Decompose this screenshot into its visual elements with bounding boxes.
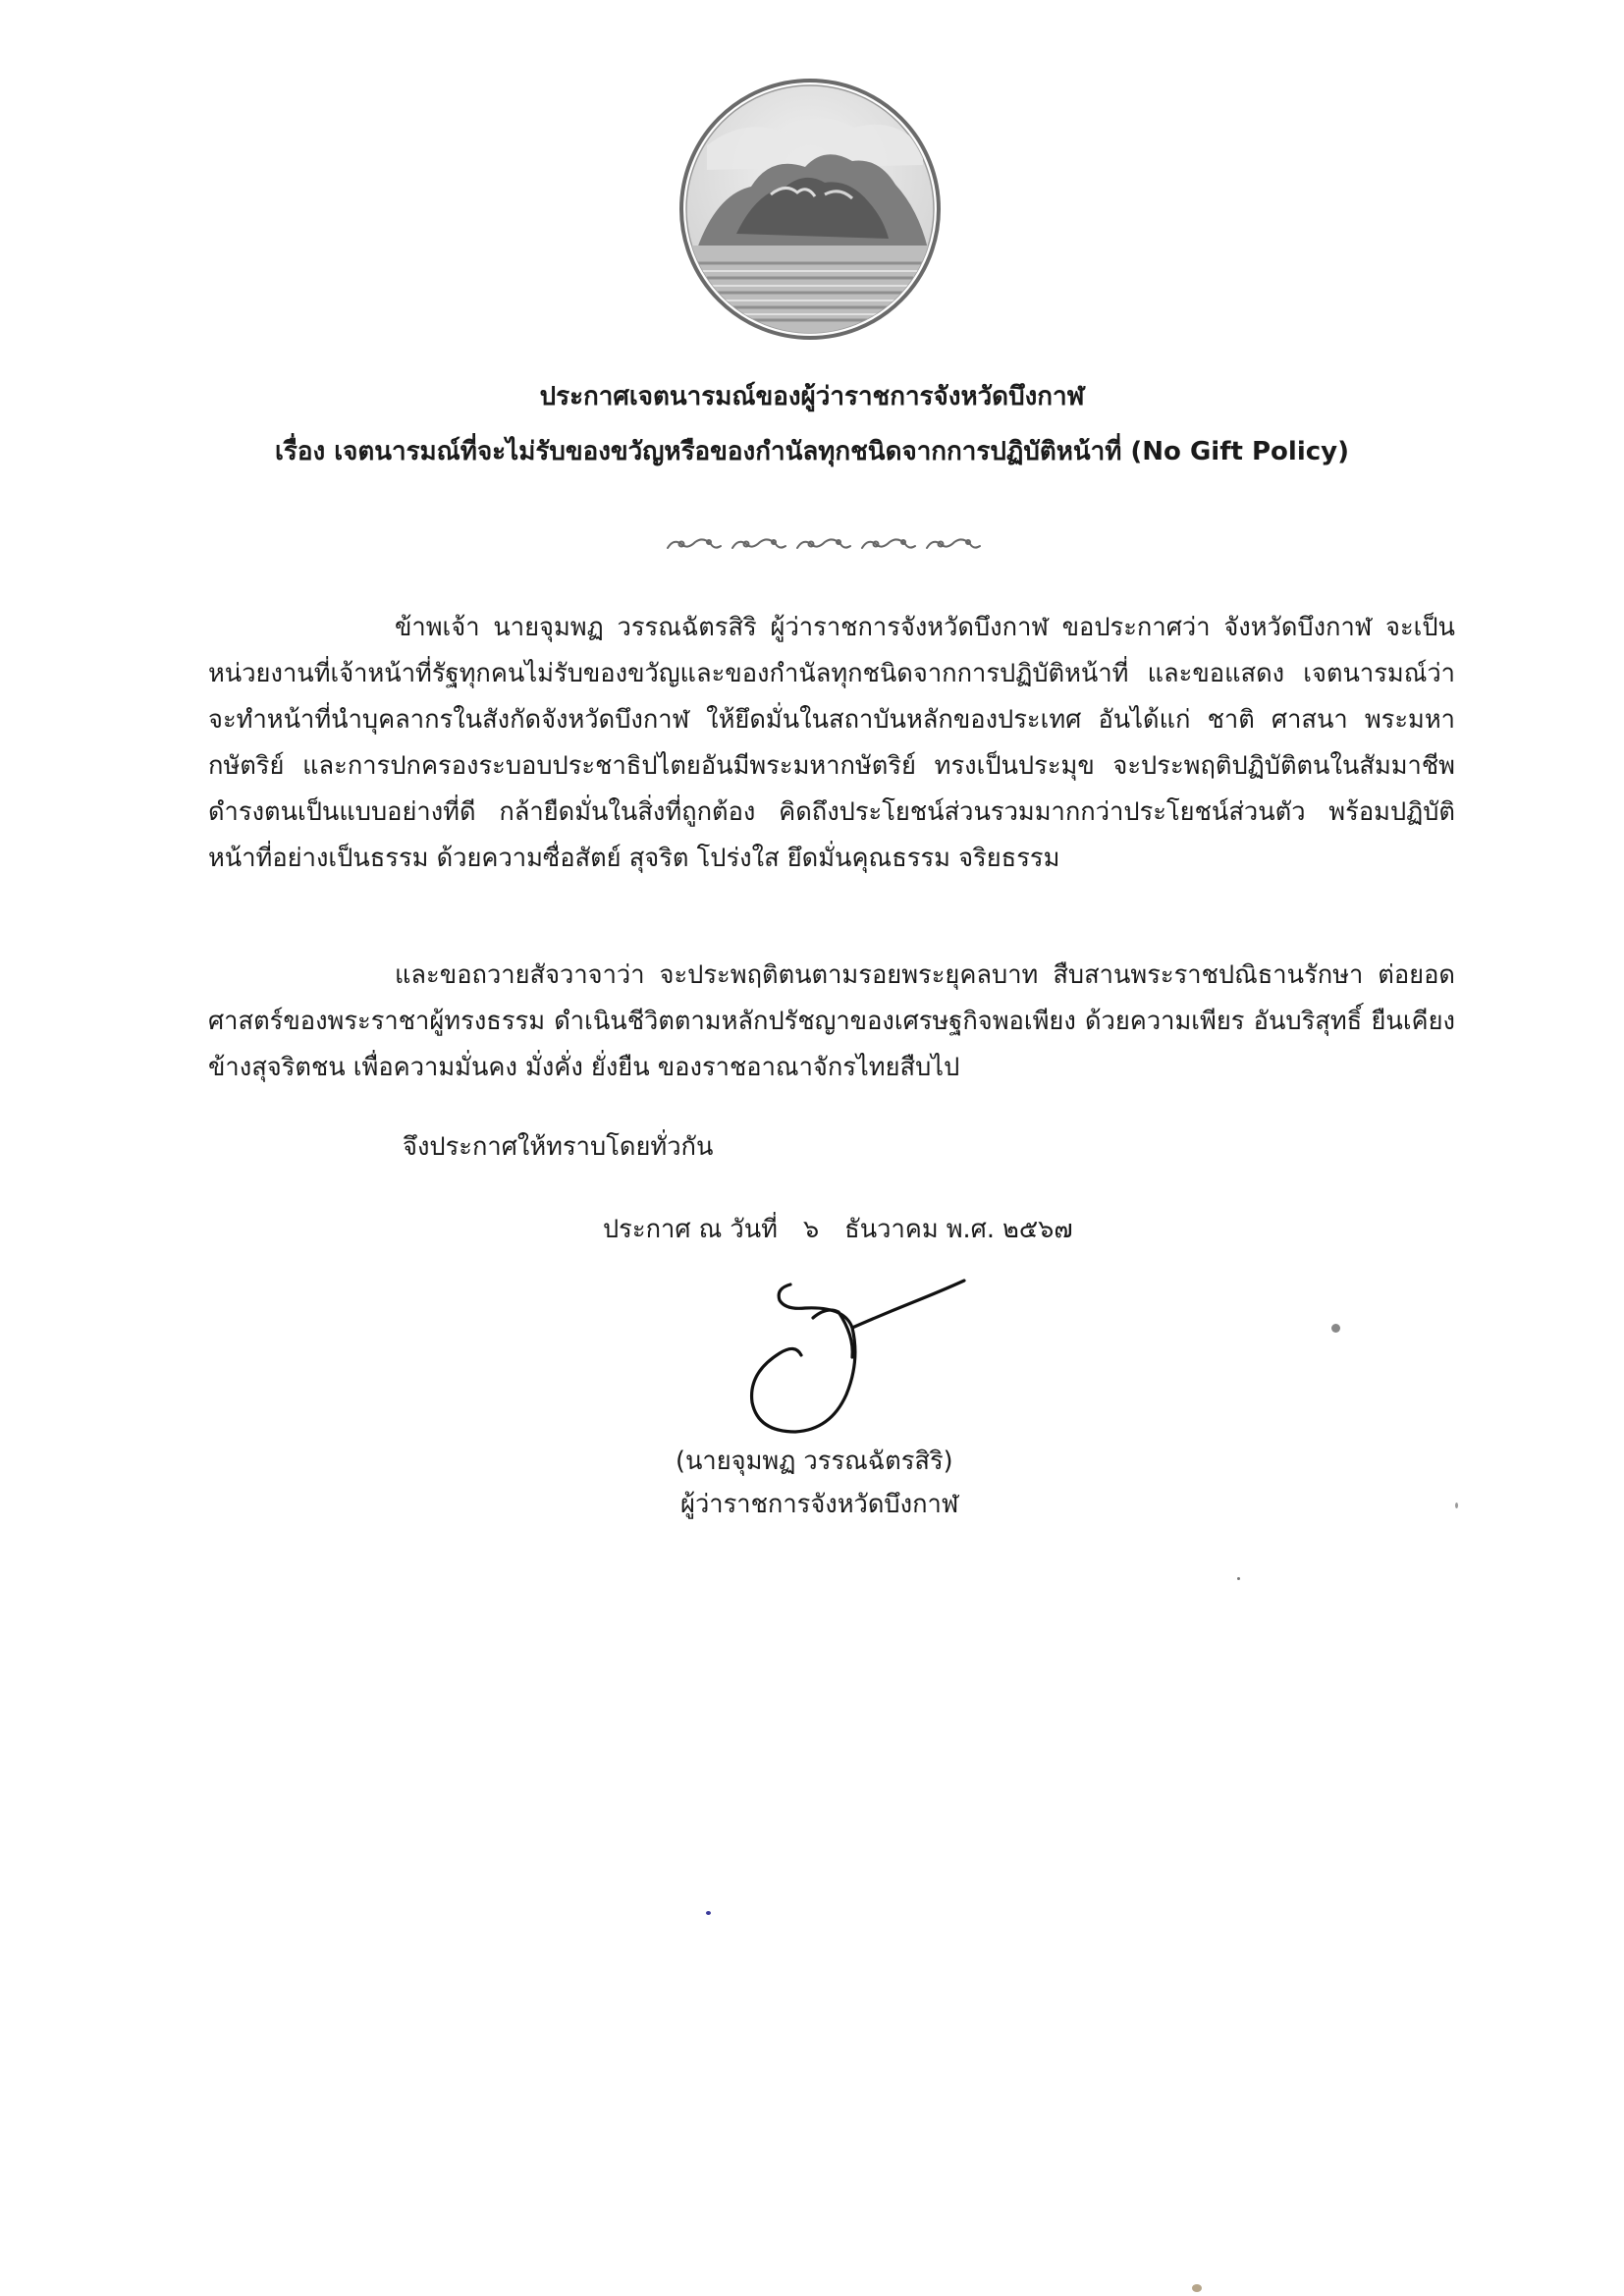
scan-speck <box>706 1911 711 1915</box>
closing-statement: จึงประกาศให้ทราบโดยทั่วกัน <box>403 1132 714 1162</box>
announcement-title: ประกาศเจตนารมณ์ของผู้ว่าราชการจังหวัดบึงกาฬ <box>539 382 1085 411</box>
signer-title: ผู้ว่าราชการจังหวัดบึงกาฬ <box>680 1490 959 1519</box>
body-paragraph-2: และขอถวายสัจวาจาว่า จะประพฤติตนตามรอยพระยุคลบาท สืบสานพระราชปณิธานรักษา ต่อยอดศาสตร์ของพระราชาผู้ทรงธรรม ดำเนินชีวิตตามหลักปรัชญาของเศรษฐกิจพอเพียง ด้วยความเพียร อันบริสุทธิ์ ยืนเคียงข้างสุจริตชน เพื่อความมั่นคง มั่งคั่ง ยั่งยืน ของราชอาณาจักรไทยสืบไป <box>208 960 1455 1082</box>
scan-speck <box>1455 1503 1458 1508</box>
date-month-year: ธันวาคม พ.ศ. ๒๕๖๗ <box>844 1215 1073 1244</box>
signer-name: (นายจุมพฏ วรรณฉัตรสิริ) <box>676 1447 953 1476</box>
announcement-subject: เรื่อง เจตนารมณ์ที่จะไม่รับของขวัญหรือของกำนัลทุกชนิดจากการปฏิบัติหน้าที่ (No Gift Policy) <box>274 437 1349 466</box>
scan-speck <box>1192 2284 1202 2292</box>
body-paragraph-1: ข้าพเจ้า นายจุมพฏ วรรณฉัตรสิริ ผู้ว่าราชการจังหวัดบึงกาฬ ขอประกาศว่า จังหวัดบึงกาฬ จะเป็นหน่วยงานที่เจ้าหน้าที่รัฐทุกคนไม่รับของขวัญและของกำนัลทุกชนิดจากการปฏิบัติหน้าที่ และขอแสดง เจตนารมณ์ว่า จะทำหน้าที่นำบุคลากรในสังกัดจังหวัดบึงกาฬ ให้ยึดมั่นในสถาบันหลักของประเทศ อันได้แก่ ชาติ ศาสนา พระมหากษัตริย์ และการปกครองระบอบประชาธิปไตยอันมีพระมหากษัตริย์ ทรงเป็นประมุข จะประพฤติปฏิบัติตนในสัมมาชีพ ดำรงตนเป็นแบบอย่างที่ดี กล้ายืดมั่นในสิ่งที่ถูกต้อง คิดถึงประโยชน์ส่วนรวมมากกว่าประโยชน์ส่วนตัว พร้อมปฏิบัติหน้าที่อย่างเป็นธรรม ด้วยความซื่อสัตย์ สุจริต โปร่งใส ยึดมั่นคุณธรรม จริยธรรม <box>208 613 1455 873</box>
scan-speck <box>1237 1577 1240 1580</box>
scan-speck <box>1331 1324 1340 1333</box>
date-prefix: ประกาศ ณ วันที่ <box>603 1215 778 1244</box>
announcement-date <box>603 1210 1073 1249</box>
date-day: ๖ <box>802 1215 820 1244</box>
provincial-seal-icon <box>677 77 943 342</box>
handwritten-signature-icon <box>736 1267 972 1439</box>
decorative-divider-icon <box>660 530 994 560</box>
